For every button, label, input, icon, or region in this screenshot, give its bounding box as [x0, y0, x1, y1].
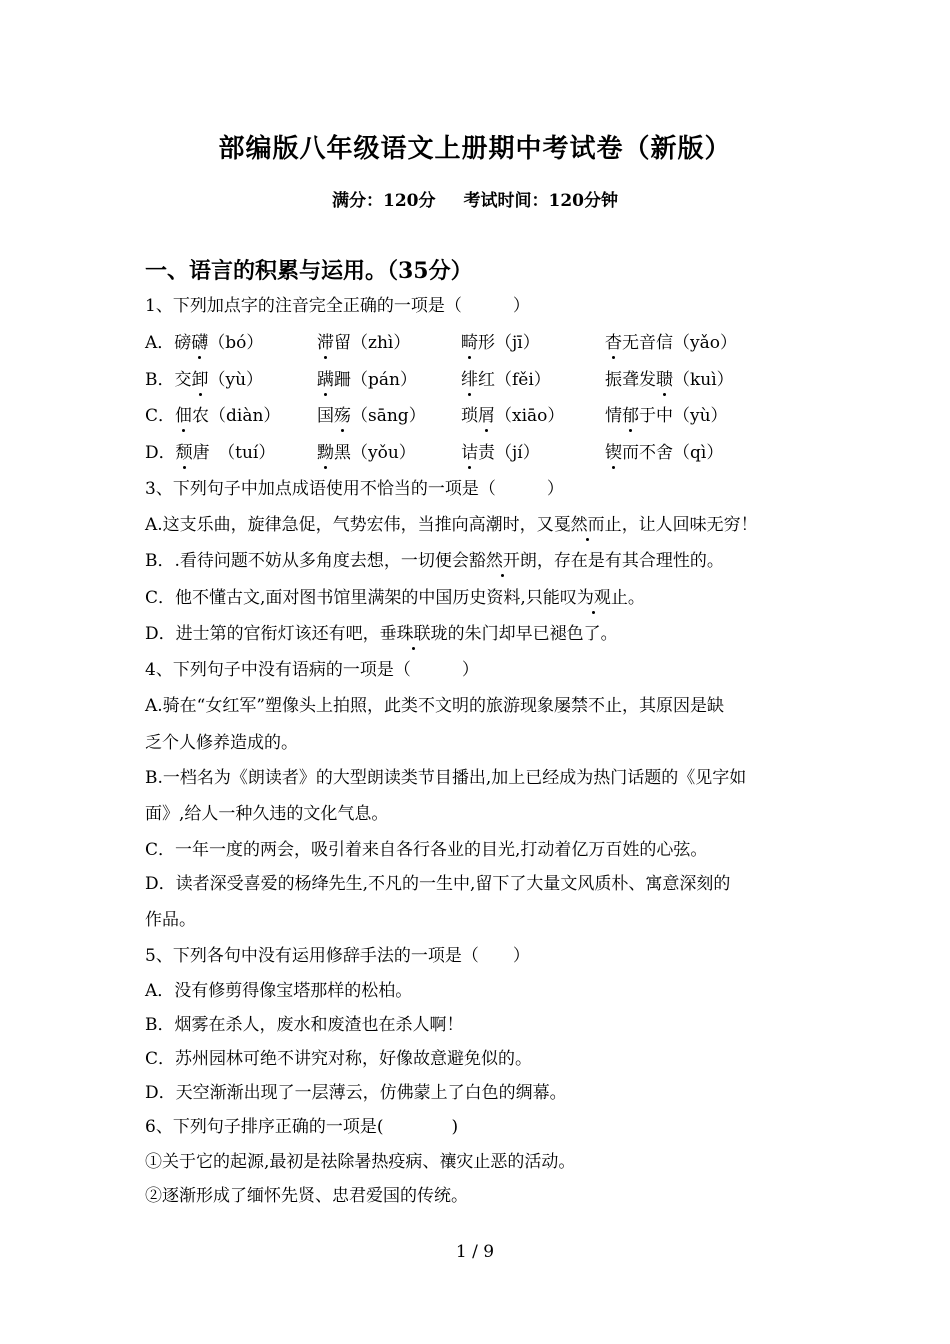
- option-item: 杳无音信（yǎo）: [605, 330, 737, 356]
- option-item: 琐屑（xiāo）: [461, 403, 564, 429]
- question-4-option-b-cont: 面》,给人一种久违的文化气息。: [145, 804, 389, 824]
- question-3-option-d: D．进士第的官衔灯该还有吧，垂珠联珑的朱门却早已褪色了。: [145, 621, 815, 647]
- page-title: 部编版八年级语文上册期中考试卷（新版）: [218, 134, 732, 164]
- option-item: 黝黑（yǒu）: [317, 440, 416, 466]
- option-item: A．磅礴（bó）: [145, 330, 263, 356]
- question-4-option-a: A.骑在“女红军”塑像头上拍照，此类不文明的旅游现象屡禁不止，其原因是缺: [145, 696, 725, 716]
- question-4-option-d-cont: 作品。: [145, 910, 196, 930]
- question-5-option-d: D．天空渐渐出现了一层薄云，仿佛蒙上了白色的绸幕。: [145, 1083, 567, 1103]
- question-5-option-a: A．没有修剪得像宝塔那样的松柏。: [145, 981, 413, 1001]
- question-3-stem: 3、下列句子中加点成语使用不恰当的一项是（ ）: [145, 479, 564, 499]
- question-3-option-b: B．.看待问题不妨从多角度去想，一切便会豁然开朗，存在是有其合理性的。: [145, 548, 815, 574]
- section-heading: 一、语言的积累与运用。（35分）: [145, 258, 473, 284]
- option-item: 滞留（zhì）: [317, 330, 410, 356]
- question-1-stem: 1、下列加点字的注音完全正确的一项是（ ）: [145, 296, 530, 316]
- question-4-option-a-cont: 乏个人修养造成的。: [145, 733, 298, 753]
- question-5-option-c: C．苏州园林可绝不讲究对称，好像故意避免似的。: [145, 1049, 533, 1069]
- option-item: B．交卸（yù）: [145, 367, 263, 393]
- option-item: 绯红（fěi）: [461, 367, 551, 393]
- option-item: 振聋发聩（kuì）: [605, 367, 734, 393]
- page-number: 1 / 9: [455, 1242, 495, 1262]
- option-item: 情郁于中（yù）: [605, 403, 728, 429]
- question-4-option-c: C．一年一度的两会，吸引着来自各行各业的目光,打动着亿万百姓的心弦。: [145, 840, 708, 860]
- option-item: 诘责（jí）: [461, 440, 540, 466]
- option-item: 畸形（jī）: [461, 330, 540, 356]
- question-4-option-b: B.一档名为《朗读者》的大型朗读类节目播出,加上已经成为热门话题的《见字如: [145, 768, 747, 788]
- question-3-option-a: A.这支乐曲，旋律急促，气势宏伟，当推向高潮时，又戛然而止，让人回味无穷！: [145, 512, 815, 538]
- option-item: 国殇（sāng）: [317, 403, 426, 429]
- question-3-option-c: C．他不懂古文,面对图书馆里满架的中国历史资料,只能叹为观止。: [145, 585, 815, 611]
- full-score: 满分：120分: [332, 191, 436, 211]
- option-item: C．佃农（diàn）: [145, 403, 280, 429]
- question-6-stem: 6、下列句子排序正确的一项是( ): [145, 1117, 459, 1137]
- question-5-stem: 5、下列各句中没有运用修辞手法的一项是（ ）: [145, 946, 530, 966]
- exam-info: [0, 186, 950, 211]
- question-6-sentence-2: ②逐渐形成了缅怀先贤、忠君爱国的传统。: [145, 1186, 468, 1206]
- option-item: 锲而不舍（qì）: [605, 440, 723, 466]
- option-item: 蹒跚（pán）: [317, 367, 417, 393]
- question-4-stem: 4、下列句子中没有语病的一项是（ ）: [145, 660, 479, 680]
- option-item: D．颓唐 （tuí）: [145, 440, 275, 466]
- question-6-sentence-1: ①关于它的起源,最初是祛除暑热疫病、禳灾止恶的活动。: [145, 1152, 576, 1172]
- exam-time: 考试时间：120分钟: [463, 191, 618, 211]
- question-4-option-d: D．读者深受喜爱的杨绛先生,不凡的一生中,留下了大量文风质朴、寓意深刻的: [145, 874, 731, 894]
- question-5-option-b: B．烟雾在杀人，废水和废渣也在杀人啊！: [145, 1015, 464, 1035]
